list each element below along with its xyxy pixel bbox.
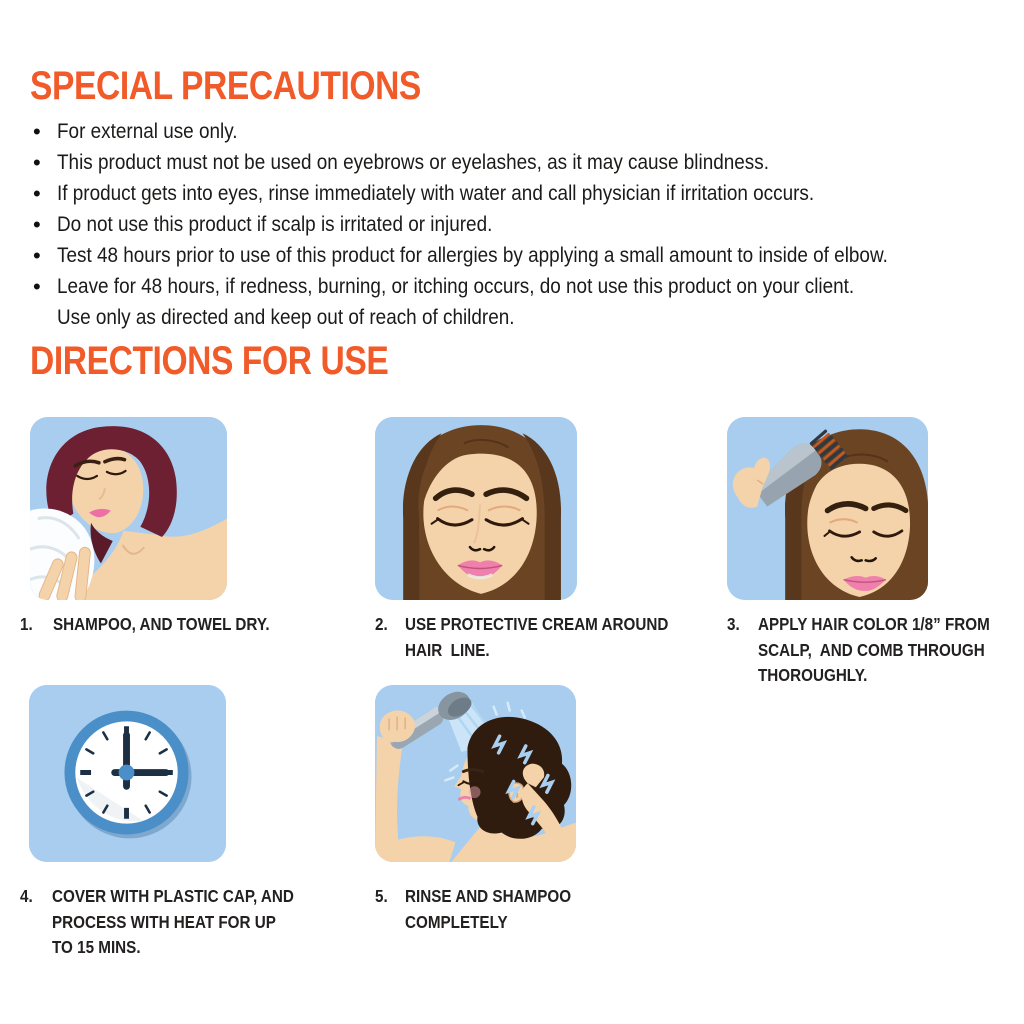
- precaution-item: • For external use only.: [30, 116, 1001, 147]
- step2-illustration-protective-cream-hairline: [375, 417, 577, 600]
- towel-dry-illustration: [30, 417, 227, 600]
- directions-title: DIRECTIONS FOR USE: [30, 339, 389, 383]
- shower-rinse-illustration: [375, 685, 576, 862]
- precaution-item: • This product must not be used on eyebrows or eyelashes, as it may cause blindness.: [30, 147, 1001, 178]
- step1-caption-line: SHAMPOO, AND TOWEL DRY.: [53, 614, 270, 634]
- step4-caption: [20, 884, 330, 961]
- precaution-item: • Do not use this product if scalp is irritated or injured.: [30, 209, 1001, 240]
- step3-caption-line: SCALP, AND COMB THROUGH: [758, 639, 985, 660]
- step3-caption-line: THOROUGHLY.: [758, 665, 868, 685]
- face-front-illustration: [375, 417, 577, 600]
- step5-caption-line: COMPLETELY: [405, 911, 508, 932]
- step3-caption-line: APPLY HAIR COLOR 1/8” FROM: [758, 614, 990, 634]
- precaution-continuation: Use only as directed and keep out of reach of children.: [57, 305, 515, 329]
- step1-illustration-woman-towel-drying-hair: [30, 417, 227, 600]
- step4-illustration-clock: [29, 685, 226, 862]
- precautions-title: SPECIAL PRECAUTIONS: [30, 64, 421, 108]
- step5-caption-line: RINSE AND SHAMPOO: [405, 886, 572, 906]
- step1-caption: [20, 612, 302, 638]
- precaution-item: • Test 48 hours prior to use of this product for allergies by applying a small amount to inside of elbow.: [30, 240, 1001, 271]
- step5-illustration-rinse-shower: [375, 685, 576, 862]
- step2-caption-line: USE PROTECTIVE CREAM AROUND: [405, 614, 669, 634]
- step2-number: 2.: [375, 614, 388, 634]
- tint-brush-illustration: [727, 417, 928, 600]
- step2-caption: [375, 612, 708, 663]
- step4-number: 4.: [20, 886, 33, 906]
- step5-number: 5.: [375, 886, 388, 906]
- step2-caption-line: HAIR LINE.: [405, 639, 490, 660]
- precautions-list: [30, 116, 1001, 333]
- step3-number: 3.: [727, 614, 740, 634]
- precaution-item: • Leave for 48 hours, if redness, burning, or itching occurs, do not use this product on your client.: [30, 271, 1001, 302]
- step4-caption-line: PROCESS WITH HEAT FOR UP: [52, 911, 276, 932]
- clock-icon: [29, 685, 226, 862]
- step4-caption-line: TO 15 MINS.: [52, 937, 141, 957]
- precaution-item: • If product gets into eyes, rinse immediately with water and call physician if irritation occurs.: [30, 178, 1001, 209]
- step3-illustration-apply-hair-color: [727, 417, 928, 600]
- step3-caption: [727, 612, 1024, 689]
- step1-number: 1.: [20, 614, 33, 634]
- step4-caption-line: COVER WITH PLASTIC CAP, AND: [52, 886, 294, 906]
- step5-caption: [375, 884, 596, 935]
